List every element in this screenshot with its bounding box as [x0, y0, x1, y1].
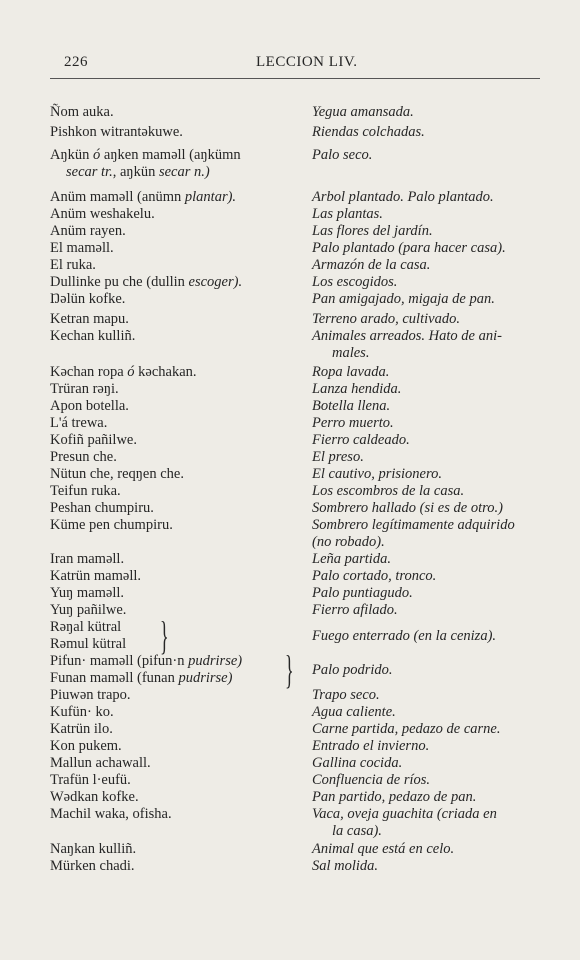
- mapuche-term: Kəchan ropa ó kəchakan.: [50, 364, 197, 380]
- spanish-gloss: Fierro caldeado.: [312, 432, 410, 448]
- spanish-gloss: Sombrero legítimamente adquirido (no robado).: [312, 517, 515, 550]
- mapuche-term: El maməll.: [50, 240, 114, 256]
- mapuche-term: Anüm rayen.: [50, 223, 126, 239]
- running-title: LECCION LIV.: [256, 54, 358, 70]
- mapuche-term: Katrün maməll.: [50, 568, 142, 584]
- mapuche-term: Naŋkan kulliñ.: [50, 841, 137, 857]
- mapuche-term: Mürken chadi.: [50, 858, 135, 874]
- mapuche-term: Kufün· ko.: [50, 704, 114, 720]
- spanish-gloss: Fuego enterrado (en la ceniza).: [312, 628, 497, 644]
- spanish-gloss: Los escombros de la casa.: [312, 483, 465, 499]
- mapuche-term: Kechan kulliñ.: [50, 328, 136, 344]
- mapuche-term: Ketran mapu.: [50, 311, 129, 327]
- spanish-gloss: Fierro afilado.: [312, 602, 398, 618]
- page-number: 226: [64, 54, 88, 70]
- mapuche-term: Apon botella.: [50, 398, 129, 414]
- spanish-gloss: Pan partido, pedazo de pan.: [312, 789, 477, 805]
- spanish-gloss: Palo cortado, tronco.: [312, 568, 437, 584]
- mapuche-term: Anüm weshakelu.: [50, 206, 155, 222]
- mapuche-term: Nütun che, reqŋen che.: [50, 466, 184, 482]
- mapuche-term: Ŋəlün kofke.: [50, 291, 126, 307]
- spanish-gloss: Entrado el invierno.: [312, 738, 430, 754]
- mapuche-term: L'á trewa.: [50, 415, 108, 431]
- mapuche-term: Wədkan kofke.: [50, 789, 139, 805]
- spanish-gloss: Trapo seco.: [312, 687, 380, 703]
- mapuche-term: Pishkon witrantəkuwe.: [50, 124, 183, 140]
- spanish-gloss: Confluencia de ríos.: [312, 772, 431, 788]
- mapuche-term: Machil waka, ofisha.: [50, 806, 172, 822]
- mapuche-term: Dullinke pu che (dullin escoger).: [50, 274, 243, 290]
- brace: }: [285, 647, 294, 692]
- spanish-gloss: Yegua amansada.: [312, 104, 414, 120]
- spanish-gloss: Vaca, oveja guachita (criada en la casa).: [312, 806, 497, 839]
- mapuche-term: Kofiñ pañilwe.: [50, 432, 137, 448]
- spanish-gloss: Sombrero hallado (si es de otro.): [312, 500, 503, 516]
- spanish-gloss: Carne partida, pedazo de carne.: [312, 721, 501, 737]
- mapuche-term: Peshan chumpiru.: [50, 500, 154, 516]
- mapuche-term: Trüran rəŋi.: [50, 381, 119, 397]
- mapuche-term: Pifun· maməll (pifun·n pudrirse) Funan maməll (funan pudrirse): [50, 653, 243, 686]
- mapuche-term: Yuŋ pañilwe.: [50, 602, 127, 618]
- spanish-gloss: Las flores del jardín.: [312, 223, 433, 239]
- header-rule: [50, 78, 540, 79]
- mapuche-term: Anüm maməll (anümn plantar).: [50, 189, 237, 205]
- spanish-gloss: Arbol plantado. Palo plantado.: [312, 189, 494, 205]
- spanish-gloss: Botella llena.: [312, 398, 391, 414]
- mapuche-term: El ruka.: [50, 257, 96, 273]
- spanish-gloss: Ropa lavada.: [312, 364, 390, 380]
- spanish-gloss: Armazón de la casa.: [312, 257, 431, 273]
- mapuche-term: Kon pukem.: [50, 738, 122, 754]
- spanish-gloss: El cautivo, prisionero.: [312, 466, 442, 482]
- mapuche-term: Teifun ruka.: [50, 483, 121, 499]
- page-header: [0, 54, 580, 74]
- spanish-gloss: Pan amigajado, migaja de pan.: [312, 291, 495, 307]
- spanish-gloss: Agua caliente.: [312, 704, 396, 720]
- mapuche-term: Iran maməll.: [50, 551, 125, 567]
- spanish-gloss: Palo seco.: [312, 147, 373, 163]
- mapuche-term: Aŋkün ó aŋken maməll (aŋkümn secar tr., aŋkün secar n.): [50, 147, 241, 180]
- spanish-gloss: Leña partida.: [312, 551, 391, 567]
- mapuche-term: Küme pen chumpiru.: [50, 517, 173, 533]
- spanish-gloss: Perro muerto.: [312, 415, 394, 431]
- mapuche-term: Mallun achawall.: [50, 755, 151, 771]
- spanish-gloss: Sal molida.: [312, 858, 379, 874]
- brace: }: [160, 613, 169, 658]
- mapuche-term: Presun che.: [50, 449, 117, 465]
- spanish-gloss: Palo plantado (para hacer casa).: [312, 240, 506, 256]
- mapuche-term: Ñom auka.: [50, 104, 114, 120]
- spanish-gloss: Terreno arado, cultivado.: [312, 311, 460, 327]
- mapuche-term: Katrün ilo.: [50, 721, 113, 737]
- spanish-gloss: Riendas colchadas.: [312, 124, 425, 140]
- mapuche-term: Piuwən trapo.: [50, 687, 131, 703]
- spanish-gloss: Palo puntiagudo.: [312, 585, 413, 601]
- spanish-gloss: Las plantas.: [312, 206, 383, 222]
- spanish-gloss: El preso.: [312, 449, 364, 465]
- spanish-gloss: Animales arreados. Hato de ani- males.: [312, 328, 502, 361]
- spanish-gloss: Lanza hendida.: [312, 381, 402, 397]
- mapuche-term: Yuŋ maməll.: [50, 585, 125, 601]
- spanish-gloss: Gallina cocida.: [312, 755, 403, 771]
- mapuche-term: Rəŋal kütral Rəmul kütral: [50, 619, 127, 652]
- spanish-gloss: Los escogidos.: [312, 274, 398, 290]
- mapuche-term: Trafün l·eufü.: [50, 772, 131, 788]
- spanish-gloss: Animal que está en celo.: [312, 841, 455, 857]
- spanish-gloss: Palo podrido.: [312, 662, 393, 678]
